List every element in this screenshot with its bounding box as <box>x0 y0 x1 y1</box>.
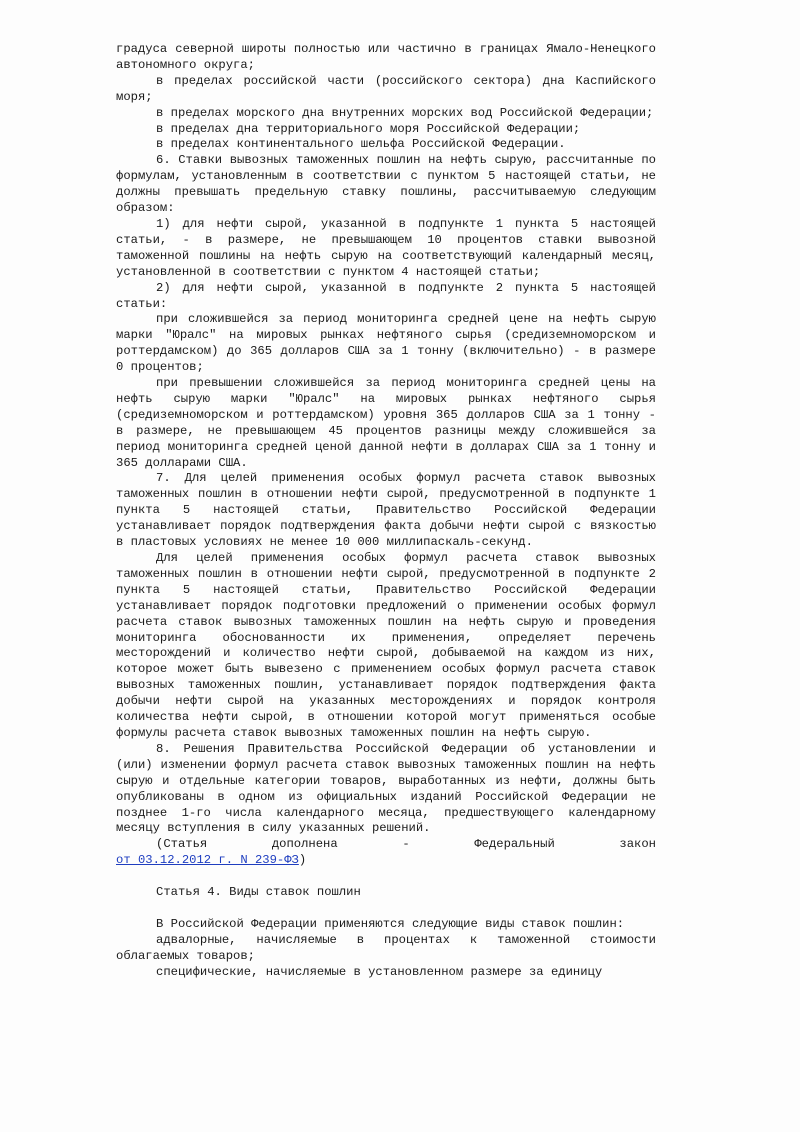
paragraphs-after-block <box>116 917 656 981</box>
law-reference-link[interactable]: от 03.12.2012 г. N 239-ФЗ <box>116 853 299 868</box>
paragraph: в пределах российской части (российского сектора) дна Каспийского моря; <box>116 73 656 104</box>
paragraph: при сложившейся за период мониторинга средней цене на нефть сырую марки "Юралс" на мировых рынках нефтяного сырья (средиземноморском и роттердамском) до 365 долларов США за 1 тонну (включительно) - в размере 0 процентов; <box>116 312 656 375</box>
paragraph: градуса северной широты полностью или частично в границах Ямало-Ненецкого автономного округа; <box>116 42 656 72</box>
paragraph: при превышении сложившейся за период мониторинга средней цены на нефть сырую марки "Юралс" на мировых рынках нефтяного сырья (средиземноморском и роттердамском) уровня 365 долларов США за 1 тонну - в размере, не превышающем 45 процентов разницы между сложившейся за период мониторинга средней ценой данной нефти в долларах США за 1 тонну и 365 долларами США. <box>116 376 656 470</box>
paragraph: 1) для нефти сырой, указанной в подпункте 1 пункта 5 настоящей статьи, - в размере, не превышающем 10 процентов ставки вывозной таможенной пошлины на нефть сырую на соответствующий календарный месяц, установленной в соответствии с пунктом 4 настоящей статьи; <box>116 216 656 279</box>
amendment-suffix: ) <box>298 853 307 868</box>
paragraph: В Российской Федерации применяются следующие виды ставок пошлин: <box>156 916 625 931</box>
paragraph: 8. Решения Правительства Российской Федерации об установлении и (или) изменении формул расчета ставок вывозных таможенных пошлин на нефть сырую и отдельные категории товаров, выработанных из нефти, должны быть опубликованы в одном из официальных изданий Российской Федерации не позднее 1-го числа календарного месяца, предшествующего календарному месяцу вступления в силу указанных решений. <box>116 741 656 836</box>
article-heading: Статья 4. Виды ставок пошлин <box>156 885 361 900</box>
amendment-prefix: (Статья дополнена - Федеральный закон <box>156 837 656 852</box>
paragraph: в пределах морского дна внутренних морских вод Российской Федерации; <box>156 105 654 120</box>
paragraphs-block <box>116 42 656 837</box>
paragraph: специфические, начисляемые в установленном размере за единицу <box>156 964 603 979</box>
paragraph: 7. Для целей применения особых формул расчета ставок вывозных таможенных пошлин в отношении нефти сырой, предусмотренной в подпункте 1 пункта 5 настоящей статьи, Правительство Российской Федерации устанавливает порядок подтверждения факта добычи нефти сырой с вязкостью в пластовых условиях не менее 10 000 миллипаскаль-секунд. <box>116 471 656 550</box>
amendment-note <box>116 837 656 853</box>
spacer <box>116 901 656 917</box>
document-body <box>116 42 656 980</box>
paragraph: 2) для нефти сырой, указанной в подпункте 2 пункта 5 настоящей статьи: <box>116 280 656 311</box>
amendment-link-line <box>116 853 656 869</box>
paragraph: 6. Ставки вывозных таможенных пошлин на нефть сырую, рассчитанные по формулам, установленным в соответствии с пунктом 5 настоящей статьи, не должны превышать предельную ставку пошлины, рассчитываемую следующим образом: <box>116 153 656 216</box>
paragraph: Для целей применения особых формул расчета ставок вывозных таможенных пошлин в отношении нефти сырой, предусмотренной в подпункте 2 пункта 5 настоящей статьи, Правительство Российской Федерации устанавливает порядок подготовки предложений о применении особых формул расчета ставок вывозных таможенных пошлин на нефть сырую и проведения мониторинга обоснованности их применения, определяет перечень месторождений и количество нефти сырой, добываемой на каждом из них, которое может быть вывезено с применением особых формул расчета ставок вывозных таможенных пошлин, устанавливает порядок подтверждения факта добычи нефти сырой на указанных месторождениях и порядок контроля количества нефти сырой, в отношении которой могут применяться особые формулы расчета ставок вывозных таможенных пошлин на нефть сырую. <box>116 551 656 740</box>
paragraph: в пределах континентального шельфа Российской Федерации. <box>156 137 566 152</box>
paragraph: в пределах дна территориального моря Российской Федерации; <box>156 121 581 136</box>
spacer <box>116 869 656 885</box>
paragraph: адвалорные, начисляемые в процентах к таможенной стоимости облагаемых товаров; <box>116 932 656 963</box>
